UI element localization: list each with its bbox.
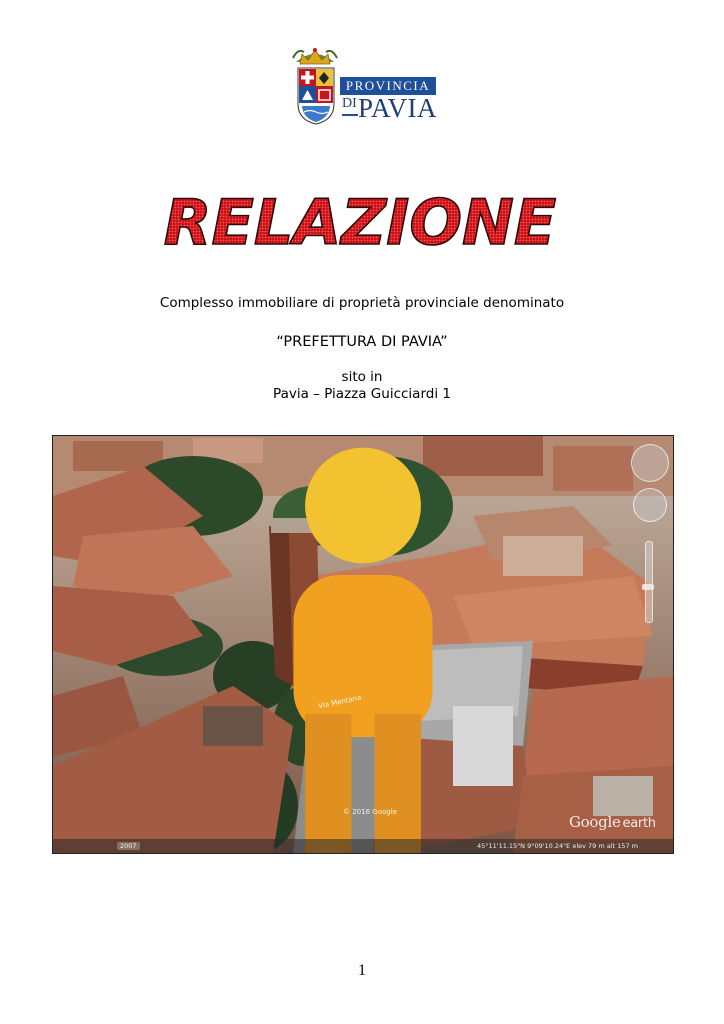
- coat-of-arms-shield-icon: [296, 66, 336, 126]
- document-title: [150, 188, 570, 256]
- zoom-slider[interactable]: [645, 541, 653, 623]
- google-earth-logo-earth: earth: [622, 816, 656, 831]
- logo-pavia-text: PAVIA: [358, 93, 438, 123]
- coordinates-readout: 45°11'11.15"N 9°09'10.24"E elev 79 m alt 157 m: [477, 842, 638, 850]
- pegman-icon[interactable]: [53, 436, 673, 853]
- aerial-photo: [52, 435, 674, 854]
- sito-in-label: sito in: [341, 369, 383, 385]
- building-name: “PREFETTURA DI PAVIA”: [276, 334, 448, 350]
- logo-di-text: DI: [342, 96, 357, 111]
- status-bar: [53, 839, 673, 853]
- google-earth-logo-google: Google: [569, 813, 621, 831]
- crown-icon: [290, 44, 340, 66]
- provincia-di-pavia-logo: [286, 44, 442, 130]
- logo-provincia-text: PROVINCIA: [340, 77, 436, 95]
- copyright-text: © 2016 Google: [343, 808, 397, 816]
- imagery-year-badge[interactable]: 2007: [117, 842, 140, 850]
- street-label: Via Mentana: [317, 693, 362, 711]
- subtitle: Complesso immobiliare di proprietà provinciale denominato: [159, 295, 565, 311]
- zoom-slider-knob[interactable]: [642, 584, 654, 590]
- google-earth-logo: [569, 813, 656, 831]
- address: Pavia – Piazza Guicciardi 1: [273, 386, 451, 402]
- logo-divider: [342, 114, 358, 116]
- title-text: RELAZIONE: [163, 188, 557, 256]
- page-number: 1: [358, 962, 366, 979]
